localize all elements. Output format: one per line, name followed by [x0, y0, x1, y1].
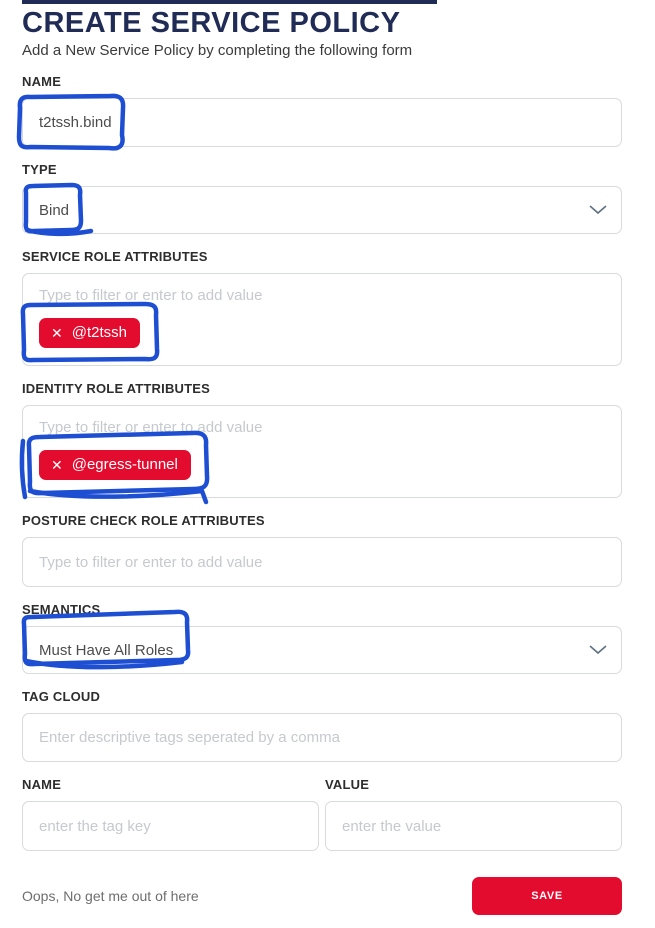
field-tag-name: [22, 777, 319, 851]
service-role-attributes-placeholder: Type to filter or enter to add value: [39, 287, 263, 304]
identity-role-attributes-label: IDENTITY ROLE ATTRIBUTES: [22, 381, 211, 396]
service-role-attributes-input[interactable]: [22, 273, 622, 366]
tag-value-label: VALUE: [325, 777, 370, 792]
remove-tag-icon[interactable]: ✕: [51, 456, 63, 473]
page-title: CREATE SERVICE POLICY: [22, 7, 401, 39]
posture-check-role-attributes-placeholder: Type to filter or enter to add value: [39, 553, 263, 571]
field-service-role-attributes: [22, 249, 622, 366]
posture-check-role-attributes-input[interactable]: [22, 537, 622, 587]
identity-role-attributes-placeholder: Type to filter or enter to add value: [39, 419, 263, 436]
field-tag-value: [325, 777, 622, 851]
tag-pill-egress-tunnel[interactable]: [39, 450, 191, 480]
semantics-select-value: Must Have All Roles: [39, 641, 174, 659]
field-posture-check-role-attributes: [22, 513, 622, 587]
page-subtitle: Add a New Service Policy by completing the following form: [22, 42, 413, 59]
name-input[interactable]: [22, 98, 622, 147]
identity-role-attributes-input[interactable]: [22, 405, 622, 498]
type-select[interactable]: [22, 186, 622, 234]
field-identity-role-attributes: [22, 381, 622, 498]
chevron-down-icon: [589, 645, 607, 655]
semantics-label: SEMANTICS: [22, 602, 101, 617]
save-button[interactable]: SAVE: [472, 877, 622, 915]
type-select-value: Bind: [39, 201, 70, 219]
remove-tag-icon[interactable]: ✕: [51, 324, 63, 341]
tag-name-label: NAME: [22, 777, 62, 792]
tag-key-value-row: [22, 777, 622, 851]
cancel-link[interactable]: Oops, No get me out of here: [22, 888, 199, 904]
name-label: NAME: [22, 74, 62, 89]
field-semantics: [22, 602, 622, 674]
field-name: [22, 74, 622, 147]
semantics-select[interactable]: [22, 626, 622, 674]
tag-pill-label: @t2tssh: [71, 324, 127, 341]
clipped-top-bar: [22, 0, 437, 4]
tag-pill-t2tssh[interactable]: [39, 318, 140, 348]
type-label: TYPE: [22, 162, 57, 177]
chevron-down-icon: [589, 205, 607, 215]
tag-pill-label: @egress-tunnel: [71, 456, 178, 473]
tag-cloud-label: TAG CLOUD: [22, 689, 101, 704]
field-type: [22, 162, 622, 234]
tag-value-input[interactable]: [325, 801, 622, 851]
field-tag-cloud: [22, 689, 622, 762]
tag-cloud-input[interactable]: [22, 713, 622, 762]
tag-key-input[interactable]: [22, 801, 319, 851]
form-footer: [22, 877, 622, 915]
create-service-policy-form: [22, 6, 622, 915]
posture-check-role-attributes-label: POSTURE CHECK ROLE ATTRIBUTES: [22, 513, 265, 528]
service-role-attributes-label: SERVICE ROLE ATTRIBUTES: [22, 249, 208, 264]
